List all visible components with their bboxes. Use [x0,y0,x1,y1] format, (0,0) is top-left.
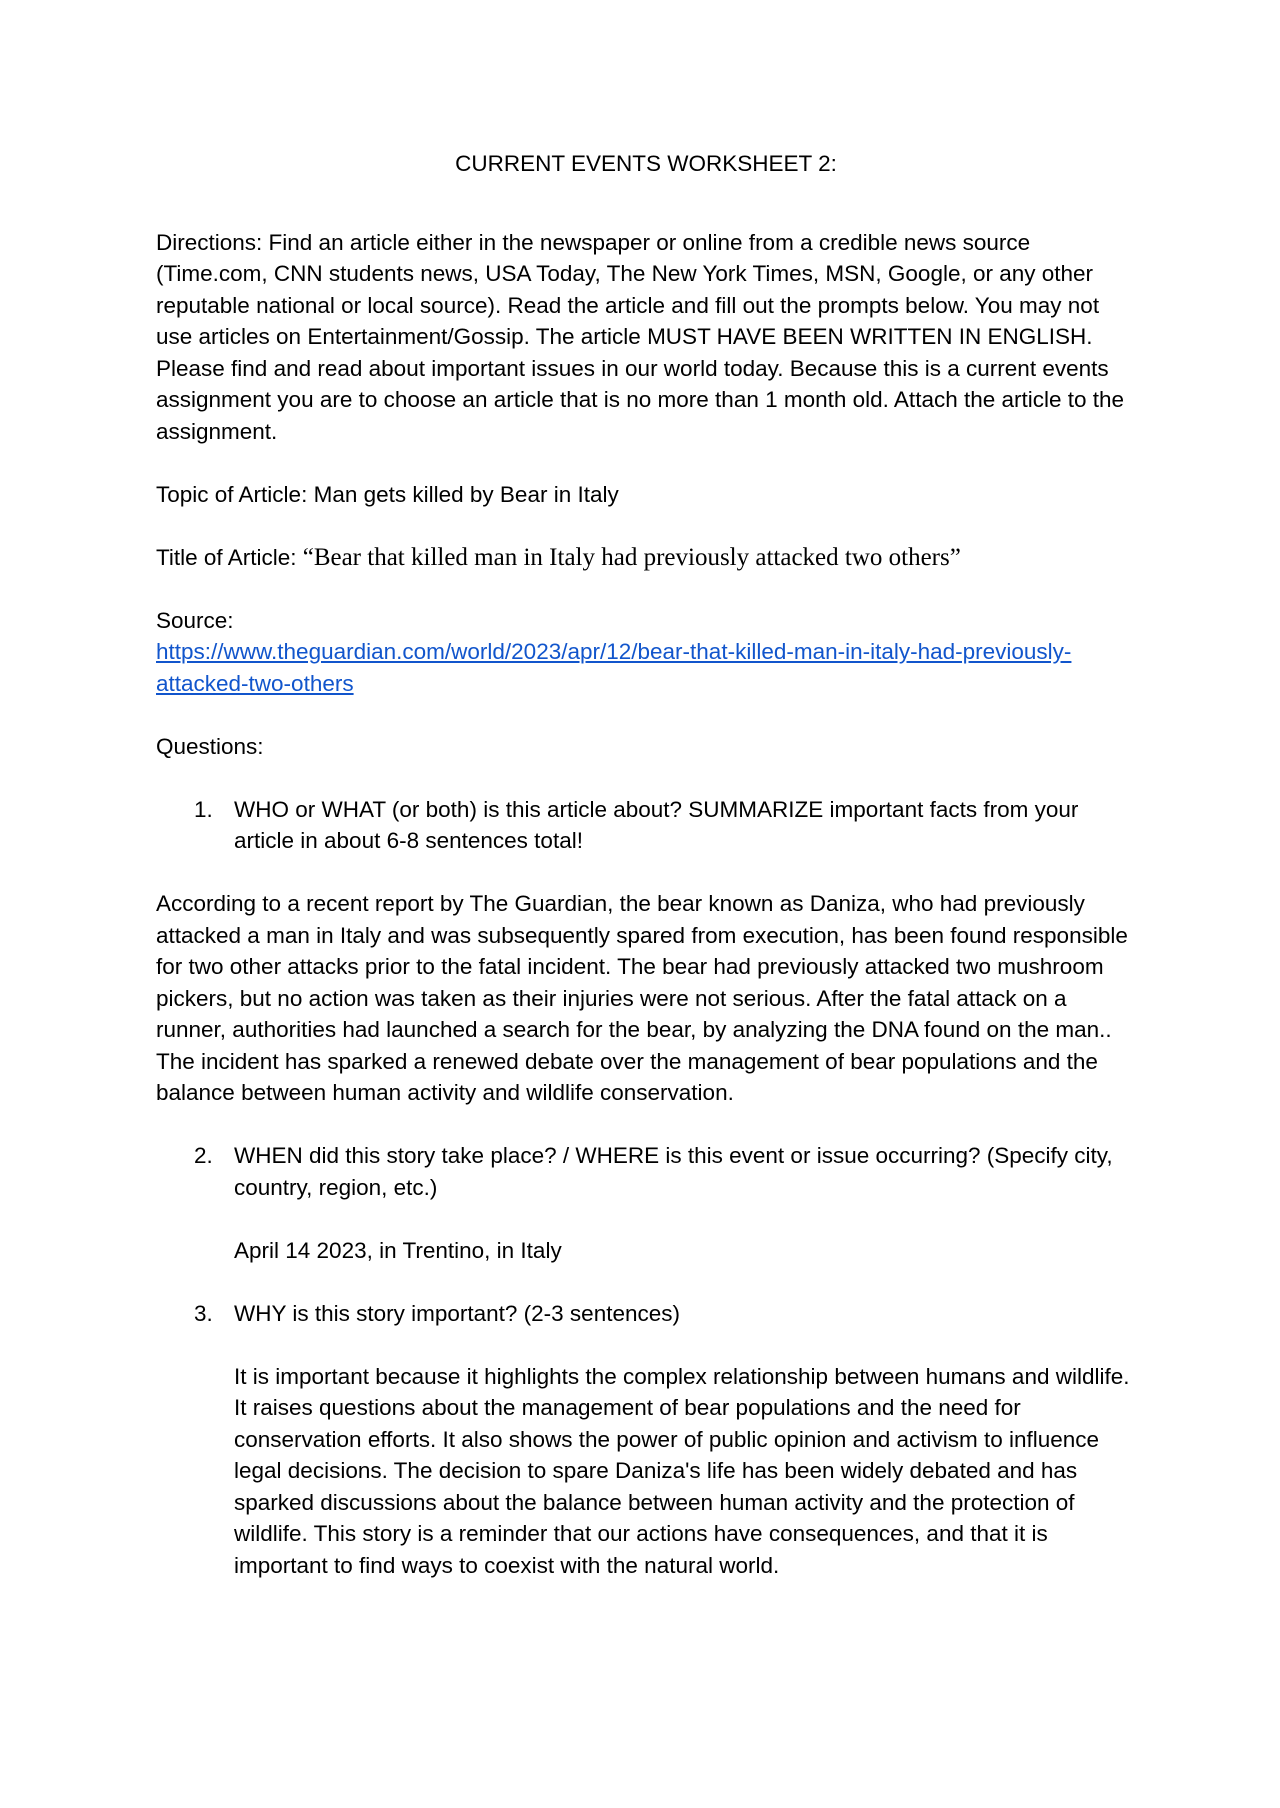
source-block [156,605,1136,700]
source-label: Source: [156,607,234,633]
answer-3: It is important because it highlights the complex relationship between humans and wildlife. It raises questions about the management of bear populations and the need for conservation efforts. It also shows the power of public opinion and activism to influence legal decisions. The decision to spare Daniza's life has been widely debated and has sparked discussions about the balance between human activity and the protection of wildlife. This story is a reminder that our actions have consequences, and that it is important to find ways to coexist with the natural world. [234,1363,1130,1578]
article-title-label: Title of Article: [156,544,303,570]
document-content [156,148,1136,1613]
answer-2: April 14 2023, in Trentino, in Italy [234,1237,562,1263]
directions-paragraph: Directions: Find an article either in the newspaper or online from a credible news source (Time.com, CNN students news, USA Today, The New York Times, MSN, Google, or any other reputable national or local source). Read the article and fill out the prompts below. You may not use articles on Entertainment/Gossip. The article MUST HAVE BEEN WRITTEN IN ENGLISH. Please find and read about important issues in our world today. Because this is a current events assignment you are to choose an article that is no more than 1 month old. Attach the article to the assignment. [156,229,1125,444]
answer-1: According to a recent report by The Guardian, the bear known as Daniza, who had previously attacked a man in Italy and was subsequently spared from execution, has been found responsible for two other attacks prior to the fatal incident. The bear had previously attacked two mushroom pickers, but no action was taken as their injuries were not serious. After the fatal attack on a runner, authorities had launched a search for the bear, by analyzing the DNA found on the man.. The incident has sparked a renewed debate over the management of bear populations and the balance between human activity and wildlife conservation. [156,891,1128,1105]
topic-value: Man gets killed by Bear in Italy [313,481,619,507]
questions-heading: Questions: [156,733,264,759]
topic-label: Topic of Article: [156,481,314,507]
topic-line [156,479,1136,511]
article-title-line [156,542,1136,574]
question-number: 1. [194,796,213,822]
question-2 [156,1140,1136,1203]
article-title-value: “Bear that killed man in Italy had previously attacked two others” [302,543,961,571]
question-1 [156,794,1136,857]
question-text: WHEN did this story take place? / WHERE is this event or issue occurring? (Specify city, country, region, etc.) [234,1143,1113,1200]
question-text: WHO or WHAT (or both) is this article about? SUMMARIZE important facts from your article in about 6-8 sentences total! [234,796,1079,853]
question-text: WHY is this story important? (2-3 sentences) [234,1300,680,1326]
source-link[interactable]: https://www.theguardian.com/world/2023/apr/12/bear-that-killed-man-in-italy-had-previously-attacked-two-others [156,639,1072,696]
worksheet-title: CURRENT EVENTS WORKSHEET 2: [455,151,837,176]
question-number: 2. [194,1143,213,1168]
question-number: 3. [194,1300,213,1326]
question-3 [156,1298,1136,1330]
